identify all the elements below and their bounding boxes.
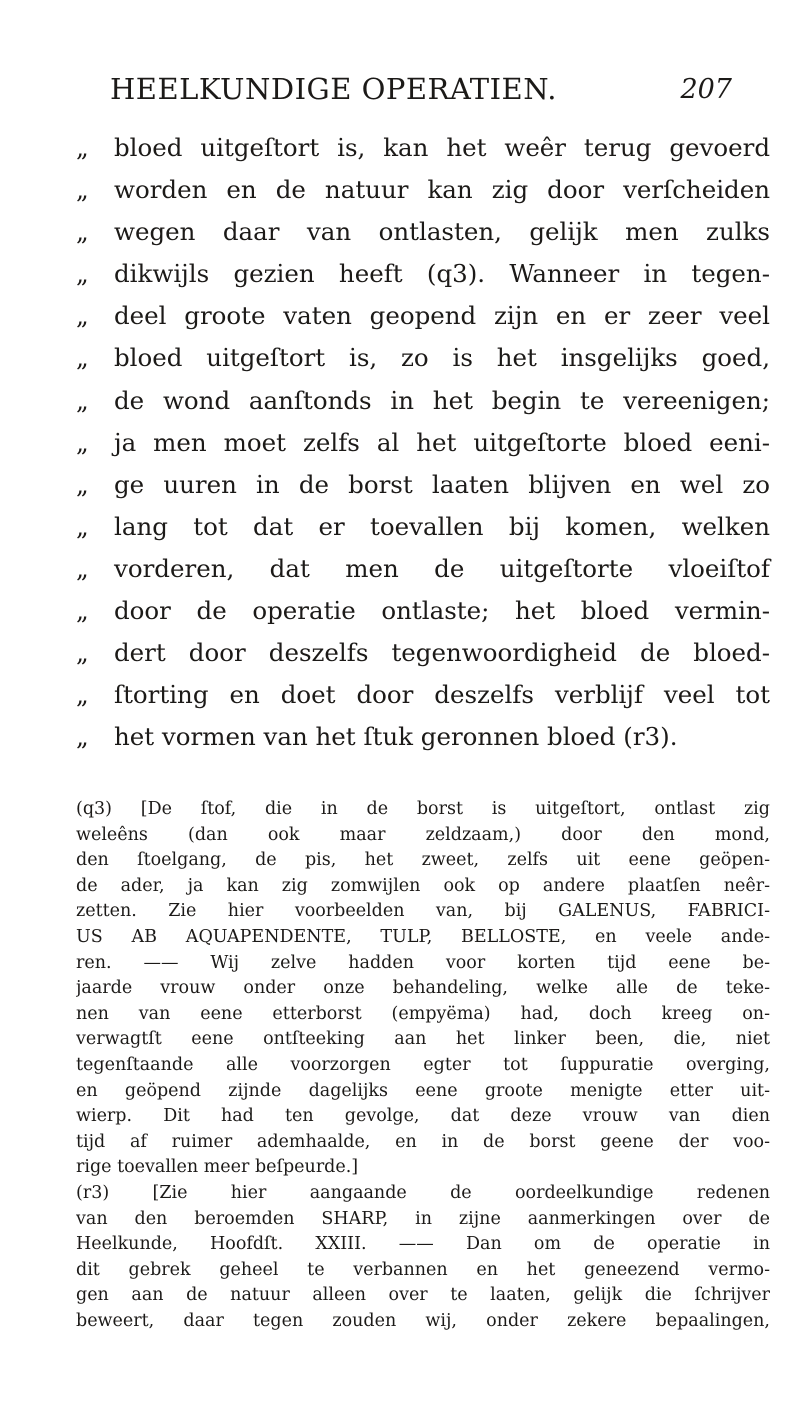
text-line — [76, 175, 770, 217]
footnote-line: gen aan de natuur alleen over te laaten, gelijk die ſchrijver — [76, 1285, 770, 1306]
text-line — [76, 554, 770, 596]
text-line — [76, 596, 770, 638]
quote-mark: „ — [76, 638, 89, 668]
quote-mark: „ — [76, 385, 89, 415]
text-line-content: dikwijls gezien heeft (q3). Wanneer in tegen- — [114, 259, 770, 289]
text-line — [76, 301, 770, 343]
footnote-line: den ſtoelgang, de pis, het zweet, zelfs uit eene geöpen- — [76, 850, 770, 871]
footnote-line: US AB AQUAPENDENTE, TULP, BELLOSTE, en veele ande- — [76, 926, 770, 947]
quote-mark: „ — [76, 680, 89, 710]
footnote-line: tegenſtaande alle voorzorgen egter tot ſuppuratie overging, — [76, 1054, 770, 1075]
text-line-content: het vormen van het ſtuk geronnen bloed (r3). — [114, 722, 678, 752]
footnote-line: jaarde vrouw onder onze behandeling, welke alle de teke- — [76, 978, 770, 999]
text-line — [76, 259, 770, 301]
text-line — [76, 638, 770, 680]
text-line — [76, 470, 770, 512]
text-line-content: vorderen, dat men de uitgeſtorte vloeiſtof — [114, 553, 770, 583]
footnote-line: ren. —— Wij zelve hadden voor korten tijd eene be- — [76, 952, 770, 973]
text-line — [76, 680, 770, 722]
text-line-content: deel groote vaten geopend zijn en er zeer veel — [114, 301, 770, 331]
footnote-line: (r3) [Zie hier aangaande de oordeelkundige redenen — [76, 1182, 770, 1203]
quote-mark: „ — [76, 469, 89, 499]
footnotes — [76, 799, 770, 1336]
footnote-line: zetten. Zie hier voorbeelden van, bij GALENUS, FABRICI- — [76, 901, 770, 922]
text-line — [76, 428, 770, 470]
footnote-line: weleêns (dan ook maar zeldzaam,) door den mond, — [76, 824, 770, 845]
quote-mark: „ — [76, 553, 89, 583]
text-line — [76, 343, 770, 385]
text-line — [76, 217, 770, 259]
quote-mark: „ — [76, 511, 89, 541]
quote-mark: „ — [76, 175, 89, 205]
quote-mark: „ — [76, 343, 89, 373]
text-line-content: bloed uitgeſtort is, zo is het insgelijks goed, — [114, 343, 770, 373]
main-text — [76, 133, 770, 764]
text-line — [76, 722, 770, 764]
footnote-line: dit gebrek geheel te verbannen en het geneezend vermo- — [76, 1259, 770, 1280]
quote-mark: „ — [76, 217, 89, 247]
footnote-line: rige toevallen meer beſpeurde.] — [76, 1157, 359, 1178]
footnote-line: (q3) [De ſtof, die in de borst is uitgeſtort, ontlast zig — [76, 799, 770, 819]
quote-mark: „ — [76, 133, 89, 162]
quote-mark: „ — [76, 722, 89, 752]
text-line-content: de wond aanſtonds in het begin te vereenigen; — [114, 385, 770, 415]
footnote-line: tijd af ruimer ademhaalde, en in de borst geene der voo- — [76, 1131, 770, 1152]
footnote-line: van den beroemden SHARP, in zijne aanmerkingen over de — [76, 1208, 770, 1229]
footnote-line: Heelkunde, Hoofdſt. XXIII. —— Dan om de operatie in — [76, 1234, 770, 1255]
quote-mark: „ — [76, 596, 89, 626]
text-line-content: ge uuren in de borst laaten blijven en wel zo — [114, 469, 770, 499]
text-line-content: ja men moet zelfs al het uitgeſtorte bloed eeni- — [114, 427, 770, 457]
footnote-line: de ader, ja kan zig zomwijlen ook op andere plaatſen neêr- — [76, 875, 770, 896]
page-number: 207 — [680, 74, 732, 105]
running-title: HEELKUNDIGE OPERATIEN. — [110, 72, 557, 106]
running-header — [110, 72, 732, 114]
text-line-content: door de operatie ontlaste; het bloed vermin- — [114, 596, 770, 626]
footnote-line: verwagtſt eene ontſteeking aan het linker been, die, niet — [76, 1029, 770, 1050]
text-line-content: bloed uitgeſtort is, kan het weêr terug gevoerd — [114, 133, 770, 162]
footnote-line: en geöpend zijnde dagelijks eene groote menigte etter uit- — [76, 1080, 770, 1101]
quote-mark: „ — [76, 301, 89, 331]
text-line-content: dert door deszelfs tegenwoordigheid de bloed- — [114, 638, 770, 668]
footnote-line: beweert, daar tegen zouden wij, onder zekere bepaalingen, — [76, 1310, 770, 1331]
text-line-content: worden en de natuur kan zig door verſcheiden — [114, 175, 770, 205]
text-line-content: ſtorting en doet door deszelfs verblijf veel tot — [114, 680, 770, 710]
text-line — [76, 133, 770, 175]
footnote-line: wierp. Dit had ten gevolge, dat deze vrouw van dien — [76, 1106, 770, 1127]
text-line — [76, 512, 770, 554]
text-line — [76, 386, 770, 428]
text-line-content: lang tot dat er toevallen bij komen, welken — [114, 511, 770, 541]
quote-mark: „ — [76, 259, 89, 289]
quote-mark: „ — [76, 427, 89, 457]
text-line-content: wegen daar van ontlasten, gelijk men zulks — [114, 217, 770, 247]
footnote-line: nen van eene etterborst (empyëma) had, doch kreeg on- — [76, 1003, 770, 1024]
